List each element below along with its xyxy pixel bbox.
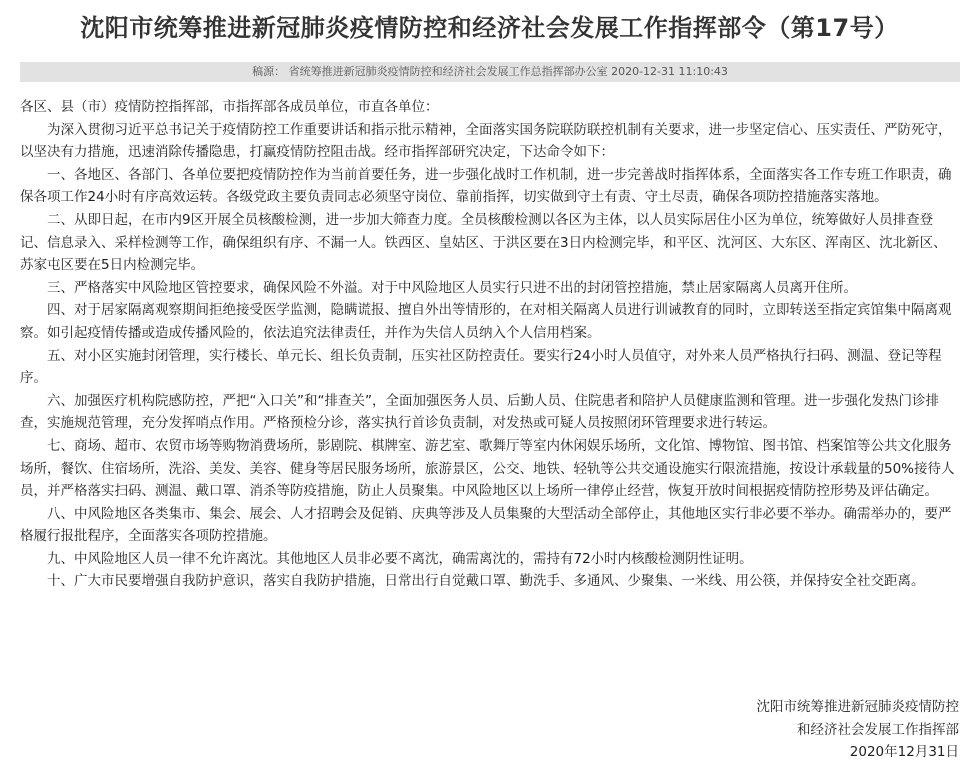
- body-paragraph: 二、从即日起，在市内9区开展全员核酸检测，进一步加大筛查力度。全员核酸检测以各区为主体，以人员实际居住小区为单位，统筹做好人员排查登记、信息录入、采样检测等工作，确保组织有序、不漏一人。铁西区、皇姑区、于洪区要在3日内检测完毕，和平区、沈河区、大东区、浑南区、沈北新区、苏家屯区要在5日内检测完毕。: [20, 211, 947, 274]
- salutation: 各区、县（市）疫情防控指挥部，市指挥部各成员单位，市直各单位：: [20, 99, 439, 115]
- body-paragraph: 八、中风险地区各类集市、集会、展会、人才招聘会及促销、庆典等涉及人员集聚的大型活动全部停止，其他地区实行非必要不举办。确需举办的，要严格履行报批程序，全面落实各项防控措施。: [20, 505, 952, 545]
- body-paragraph: 九、中风险地区人员一律不允许离沈。其他地区人员非必要不离沈，确需离沈的，需持有72小时内核酸检测阴性证明。: [47, 550, 753, 567]
- body-paragraph: 三、严格落实中风险地区管控要求，确保风险不外溢。对于中风险地区人员实行只进不出的封闭管控措施，禁止居家隔离人员离开住所。: [47, 279, 857, 296]
- source-info-bar: 稿源： 省统筹推进新冠肺炎疫情防控和经济社会发展工作总指挥部办公室 2020-12-31 11:10:43: [20, 62, 960, 82]
- body-paragraph: 四、对于居家隔离观察期间拒绝接受医学监测，隐瞒谎报、擅自外出等情形的，在对相关隔离人员进行训诫教育的同时，立即转送至指定宾馆集中隔离观察。如引起疫情传播或造成传播风险的，依法追究法律责任，并作为失信人员纳入个人信用档案。: [20, 302, 952, 341]
- signature-org-line-2: 和经济社会发展工作指挥部: [797, 721, 959, 738]
- body-paragraph: 五、对小区实施封闭管理，实行楼长、单元长、组长负责制，压实社区防控责任。要实行24小时人员值守，对外来人员严格执行扫码、测温、登记等程序。: [20, 347, 942, 387]
- article-body: [20, 96, 960, 593]
- body-paragraph: 六、加强医疗机构院感防控，严把“入口关”和“排查关”，全面加强医务人员、后勤人员、住院患者和陪护人员健康监测和管理。进一步强化发热门诊排查，实施规范管理，充分发挥哨点作用。严格预检分诊，落实执行首诊负责制，对发热或可疑人员按照闭环管理要求进行转运。: [20, 392, 939, 432]
- body-paragraph: 为深入贯彻习近平总书记关于疫情防控工作重要讲话和指示批示精神，全面落实国务院联防联控机制有关要求，进一步坚定信心、压实责任、严防死守，以坚决有力措施，迅速消除传播隐患，打赢疫情防控阻击战。经市指挥部研究决定，下达命令如下：: [20, 121, 952, 161]
- signature-date: 2020年12月31日: [849, 744, 959, 761]
- body-paragraph: 七、商场、超市、农贸市场等购物消费场所，影剧院、棋牌室、游艺室、歌舞厅等室内休闲娱乐场所，文化馆、博物馆、图书馆、档案馆等公共文化服务场所，餐饮、住宿场所，洗浴、美发、美容、健身等居民服务场所，旅游景区，公交、地铁、轻轨等公共交通设施实行限流措施，按设计承载量的50%接待人员，并严格落实扫码、测温、戴口罩、消杀等防疫措施，防止人员聚集。中风险地区以上场所一律停止经营，恢复开放时间根据疫情防控形势及评估确定。: [20, 437, 955, 500]
- article-title: 沈阳市统筹推进新冠肺炎疫情防控和经济社会发展工作指挥部令（第17号）: [80, 14, 899, 42]
- body-paragraph: 一、各地区、各部门、各单位要把疫情防控作为当前首要任务，进一步强化战时工作机制，进一步完善战时指挥体系，全面落实各工作专班工作职责，确保各项工作24小时有序高效运转。各级党政主要负责同志必须坚守岗位、靠前指挥，切实做到守土有责、守土尽责，确保各项防控措施落实落地。: [20, 166, 952, 206]
- body-paragraph: 十、广大市民要增强自我防护意识，落实自我防护措施，日常出行自觉戴口罩、勤洗手、多通风、少聚集、一米线、用公筷，并保持安全社交距离。: [47, 573, 925, 590]
- signature-block: [699, 696, 959, 764]
- signature-org-line-1: 沈阳市统筹推进新冠肺炎疫情防控: [756, 699, 959, 715]
